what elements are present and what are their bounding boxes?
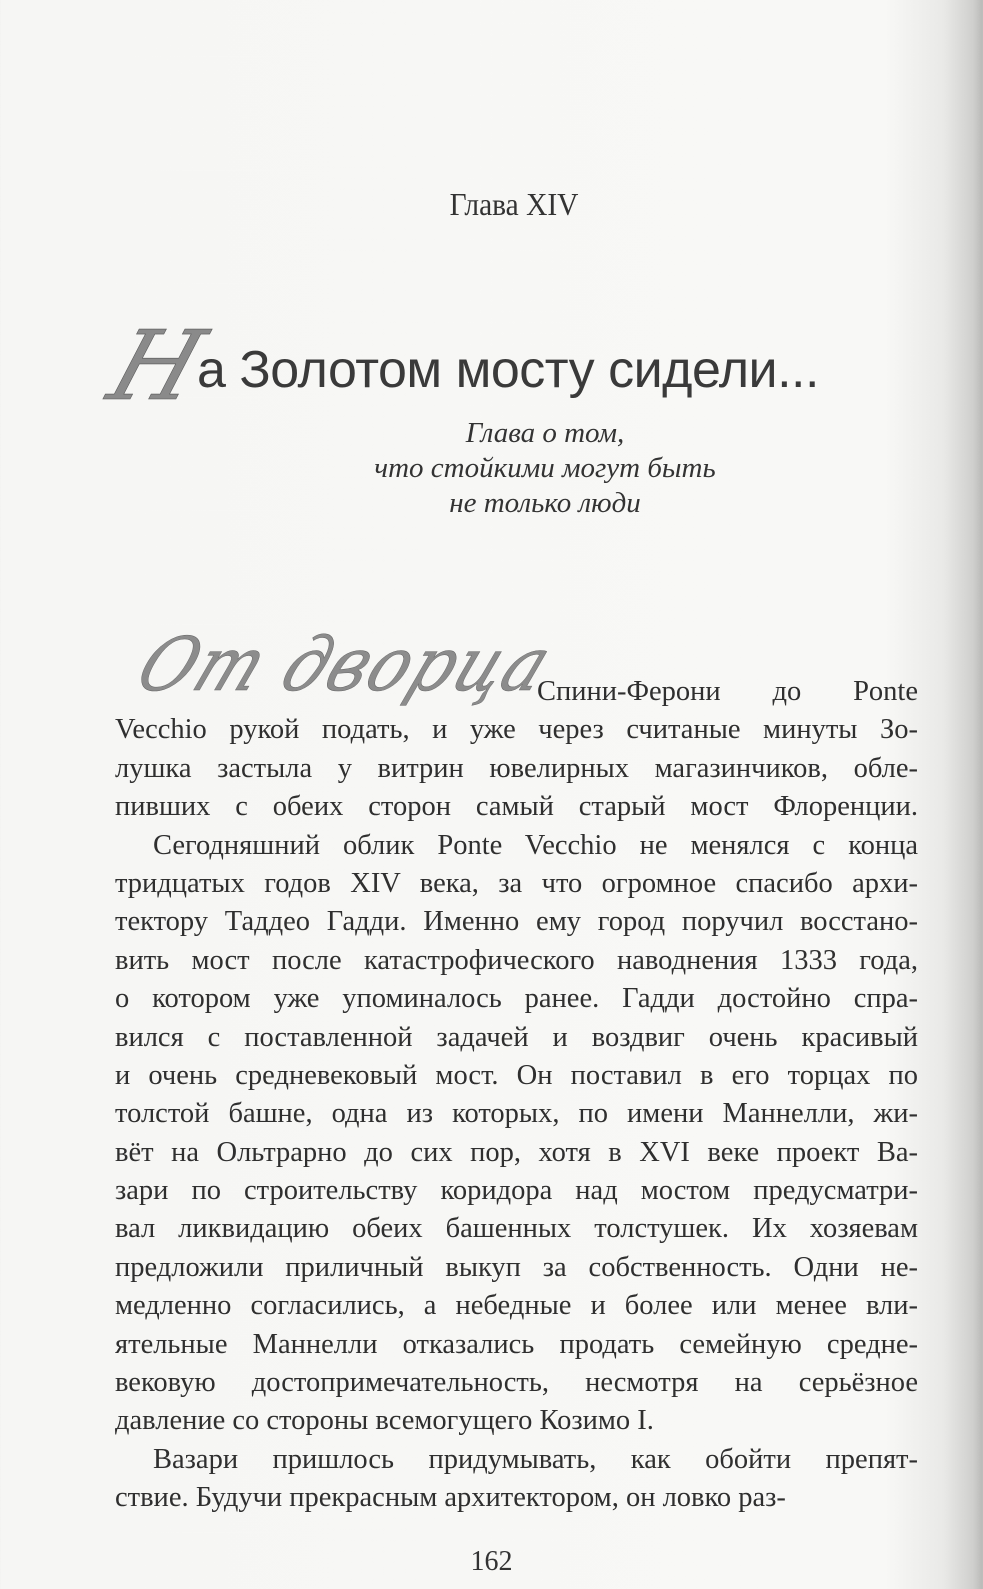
text-line: вал ликвидацию обеих башенных толстушек. Их хозяевам <box>115 1213 918 1245</box>
chapter-label: Глава XIV <box>449 186 579 222</box>
text-line: медленно согласились, а небедные и более или менее вли- <box>115 1290 918 1322</box>
text-line: тридцатых годов XIV века, за что огромное спасибо архи- <box>115 867 918 899</box>
subtitle-line: что стойкими могут быть <box>374 452 716 484</box>
text-line: ятельные Маннелли отказались продать семейную средне- <box>115 1328 918 1360</box>
text-line: о котором уже упоминалось ранее. Гадди достойно спра- <box>115 983 918 1015</box>
text-line: вился с поставленной задачей и воздвиг очень красивый <box>115 1021 918 1053</box>
page-number: 162 <box>470 1546 513 1577</box>
text-line: давление со стороны всемогущего Козимо I. <box>115 1405 654 1437</box>
text-line: вёт на Ольтрарно до сих пор, хотя в XVI веке проект Ва- <box>115 1136 918 1168</box>
text-line: зари по строительству коридора над мостом предусматри- <box>115 1175 918 1207</box>
text-line: вековую достопримечательность, несмотря на серьёзное <box>115 1367 918 1399</box>
text-line: Сегодняшний облик Ponte Vecchio не менялся с конца <box>153 829 918 861</box>
text-line: вить мост после катастрофического наводнения 1333 года, <box>115 944 918 976</box>
text-line: лушка застыла у витрин ювелирных магазинчиков, обле- <box>115 752 918 784</box>
text-line: ствие. Будучи прекрасным архитектором, он ловко раз- <box>115 1482 786 1514</box>
chapter-title-text: а Золотом мосту сидели... <box>197 341 819 399</box>
text-line: тектору Таддео Гадди. Именно ему город поручил восстано- <box>115 906 918 938</box>
text-line: предложили приличный выкуп за собственность. Одни не- <box>115 1251 918 1283</box>
subtitle-line: не только люди <box>449 487 641 519</box>
text-line: и очень средневековый мост. Он поставил в его торцах по <box>115 1059 918 1091</box>
decorative-initial: Н <box>96 310 217 422</box>
text-line: Вазари пришлось придумывать, как обойти препят- <box>153 1443 918 1475</box>
body-text <box>115 673 918 1518</box>
handwritten-drop-cap: От дворца <box>125 622 566 708</box>
text-line: пивших с обеих сторон самый старый мост Флоренции. <box>115 791 918 823</box>
subtitle-line: Глава о том, <box>465 417 625 449</box>
text-line: Спини-Ферони до Ponte <box>537 676 918 707</box>
text-line: Vecchio рукой подать, и уже через считаные минуты Зо- <box>115 714 918 746</box>
text-line: толстой башне, одна из которых, по имени Маннелли, жи- <box>115 1098 918 1130</box>
